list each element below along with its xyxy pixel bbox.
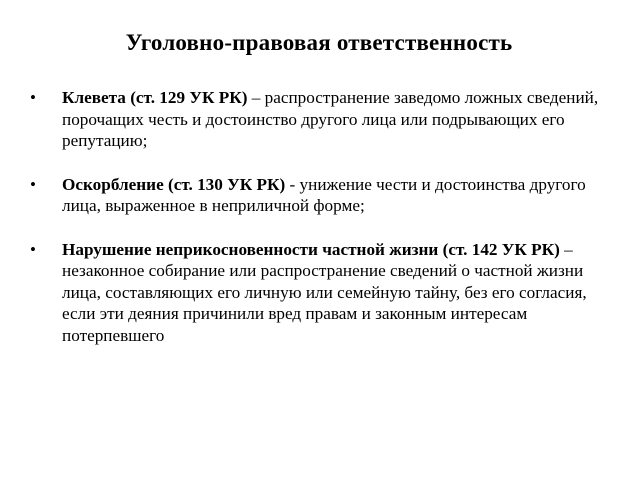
bullet-term: Нарушение неприкосновенности частной жизни (ст. 142 УК РК) (62, 239, 560, 259)
slide-title: Уголовно-правовая ответственность (125, 30, 513, 55)
bullet-text: – незаконное собирание или распространение сведений о частной жизни лица, составляющих его личную или семейную тайну, без его согласия, если эти деяния причинили вред правам и законным интересам потерпевшего (62, 239, 587, 345)
bullet-list (30, 87, 620, 346)
bullet-icon: • (30, 239, 36, 259)
bullet-icon: • (30, 174, 36, 194)
bullet-term: Оскорбление (ст. 130 УК РК) (62, 174, 286, 194)
bullet-item-privacy (30, 239, 620, 347)
bullet-text: – распространение заведомо ложных сведений, порочащих честь и достоинство другого лица или подрывающих его репутацию; (62, 88, 599, 150)
bullet-item-defamation (30, 87, 620, 152)
bullet-item-insult (30, 174, 620, 217)
bullet-icon: • (30, 88, 36, 107)
bullet-term: Клевета (ст. 129 УК РК) (62, 88, 248, 107)
bullet-text: - унижение чести и достоинства другого лица, выраженное в неприличной форме; (62, 174, 586, 215)
